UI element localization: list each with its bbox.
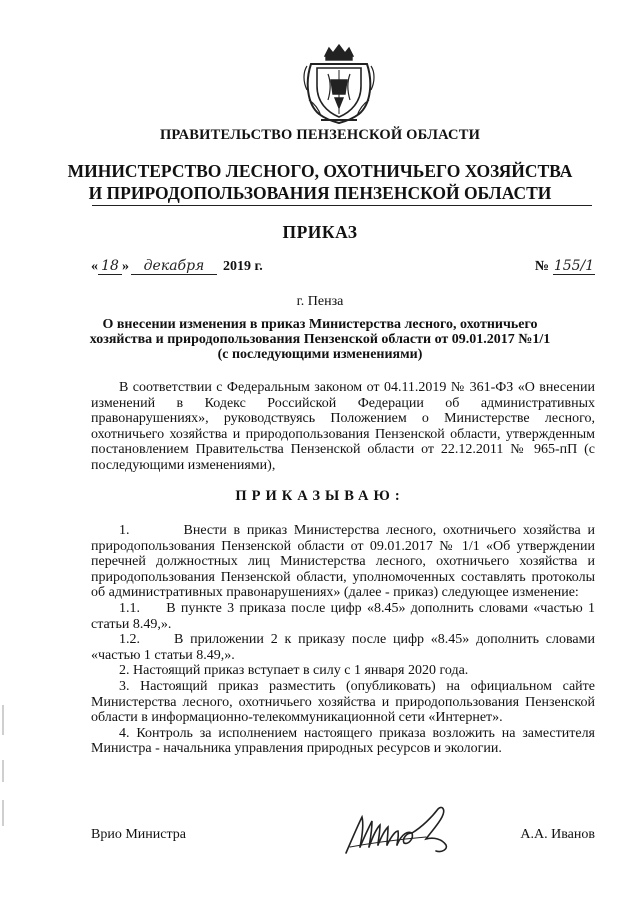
margin-mark (2, 800, 4, 826)
date-day: 18 (98, 258, 122, 275)
date-year: 2019 г. (223, 259, 263, 274)
signature-icon (342, 803, 462, 857)
order-items (91, 523, 595, 757)
government-title: ПРАВИТЕЛЬСТВО ПЕНЗЕНСКОЙ ОБЛАСТИ (159, 127, 481, 143)
item-1-1: 1.1. В пункте 3 приказа после цифр «8.45» дополнить словами «частью 1 статьи 8.49,». (91, 600, 595, 632)
margin-mark (2, 705, 4, 735)
ministry-title (0, 160, 640, 204)
coat-of-arms-icon (301, 42, 377, 124)
ministry-title-line-2: И ПРИРОДОПОЛЬЗОВАНИЯ ПЕНЗЕНСКОЙ ОБЛАСТИ (88, 183, 552, 203)
number-label: № (534, 259, 549, 274)
order-heading-line-1: О внесении изменения в приказ Министерства лесного, охотничьего (102, 317, 538, 332)
document-type: ПРИКАЗ (282, 222, 358, 242)
item-1-2: 1.2. В приложении 2 к приказу после цифр «8.45» дополнить словами «частью 1 статьи 8.49,». (91, 632, 595, 663)
preamble-text: В соответствии с Федеральным законом от 04.11.2019 № 361-ФЗ «О внесении изменений в Кодекс Российской Федерации об административных правонарушениях», руководствуясь Положением о Министерстве лесного, охотничьего хозяйства и природопользования Пензенской области, утвержденным постановлением Правительства Пензенской области от 22.12.2011 № 965-пП (с последующими изменениями), (91, 380, 595, 473)
order-heading (0, 317, 640, 362)
ministry-title-line-1: МИНИСТЕРСТВО ЛЕСНОГО, ОХОТНИЧЬЕГО ХОЗЯЙСТВА (67, 161, 573, 181)
order-word: ПРИКАЗЫВАЮ: (235, 488, 405, 504)
item-2: 2. Настоящий приказ вступает в силу с 1 января 2020 года. (119, 663, 469, 679)
document-date (91, 258, 263, 275)
header-divider (92, 205, 592, 206)
preamble-block (91, 380, 595, 474)
number-value: 155/1 (553, 258, 595, 274)
document-number (535, 258, 595, 275)
date-month: декабря (131, 258, 217, 275)
item-4: 4. Контроль за исполнением настоящего приказа возложить на заместителя Министра - начальника управления природных ресурсов и экологии. (91, 725, 595, 757)
date-open-quote: « (91, 259, 98, 274)
date-close-quote: » (122, 259, 129, 274)
signer-position: Врио Министра (91, 827, 186, 842)
signer-name: А.А. Иванов (520, 827, 595, 842)
margin-mark (2, 760, 4, 782)
item-1: 1. Внести в приказ Министерства лесного, охотничьего хозяйства и природопользования Пензенской области от 09.01.2017 № 1/1 «Об утверждении перечней должностных лиц Министерства лесного, охотничьего хозяйства и природопользования Пензенской области, уполномоченных составлять протоколы об административных правонарушениях» (далее - приказ) следующее изменение: (91, 523, 595, 601)
city: г. Пенза (296, 294, 344, 309)
item-3: 3. Настоящий приказ разместить (опубликовать) на официальном сайте Министерства лесного, охотничьего хозяйства и природопользования Пензенской области в информационно-телекоммуникационной сети «Интернет». (91, 678, 595, 726)
order-heading-line-2: хозяйства и природопользования Пензенской области от 09.01.2017 №1/1 (89, 332, 551, 347)
date-number-row (91, 258, 595, 280)
order-heading-line-3: (с последующими изменениями) (217, 347, 423, 362)
